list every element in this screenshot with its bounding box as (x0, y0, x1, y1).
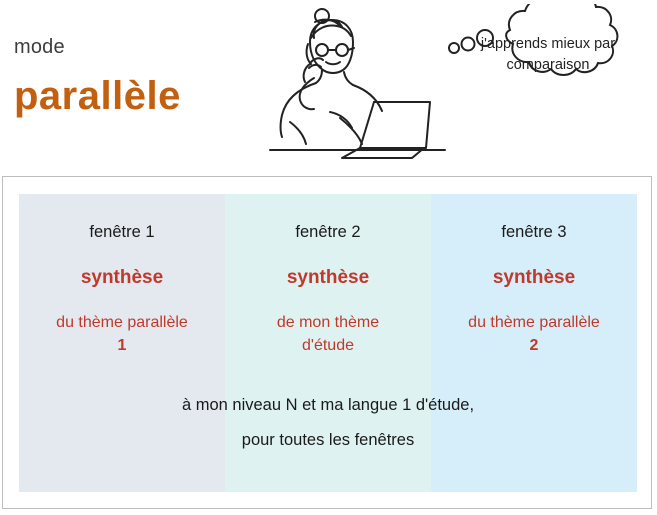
column-subtitle-text: de mon thème (276, 314, 380, 331)
column-subtitle-text: du thème parallèle (56, 314, 188, 331)
column-subtitle-emphasis: 2 (529, 337, 539, 355)
footer-line-2: pour toutes les fenêtres (241, 431, 415, 449)
column-subtitle-emphasis: 1 (117, 337, 127, 355)
column-synthesis: synthèse (286, 267, 370, 288)
window-columns (19, 194, 637, 492)
diagram-panel (2, 176, 652, 509)
column-header: fenêtre 2 (295, 223, 361, 241)
footer-line-1: à mon niveau N et ma langue 1 d'étude, (181, 396, 475, 414)
column-synthesis: synthèse (80, 267, 164, 288)
column-header: fenêtre 1 (89, 223, 155, 241)
column-fenetre-3 (431, 194, 637, 492)
column-subtitle (431, 311, 637, 357)
page-title: parallèle (14, 74, 181, 118)
mode-label: mode (14, 36, 65, 58)
thought-bubble-text: j'apprends mieux par comparaison (480, 36, 616, 74)
column-synthesis: synthèse (492, 267, 576, 288)
column-fenetre-1 (19, 194, 225, 492)
column-subtitle (225, 311, 431, 357)
column-fenetre-2 (225, 194, 431, 492)
person-at-laptop-icon (210, 2, 450, 174)
column-subtitle-emphasis: d'étude (302, 337, 354, 355)
column-subtitle (19, 311, 225, 357)
column-subtitle-text: du thème parallèle (468, 314, 600, 331)
column-header: fenêtre 3 (501, 223, 567, 241)
